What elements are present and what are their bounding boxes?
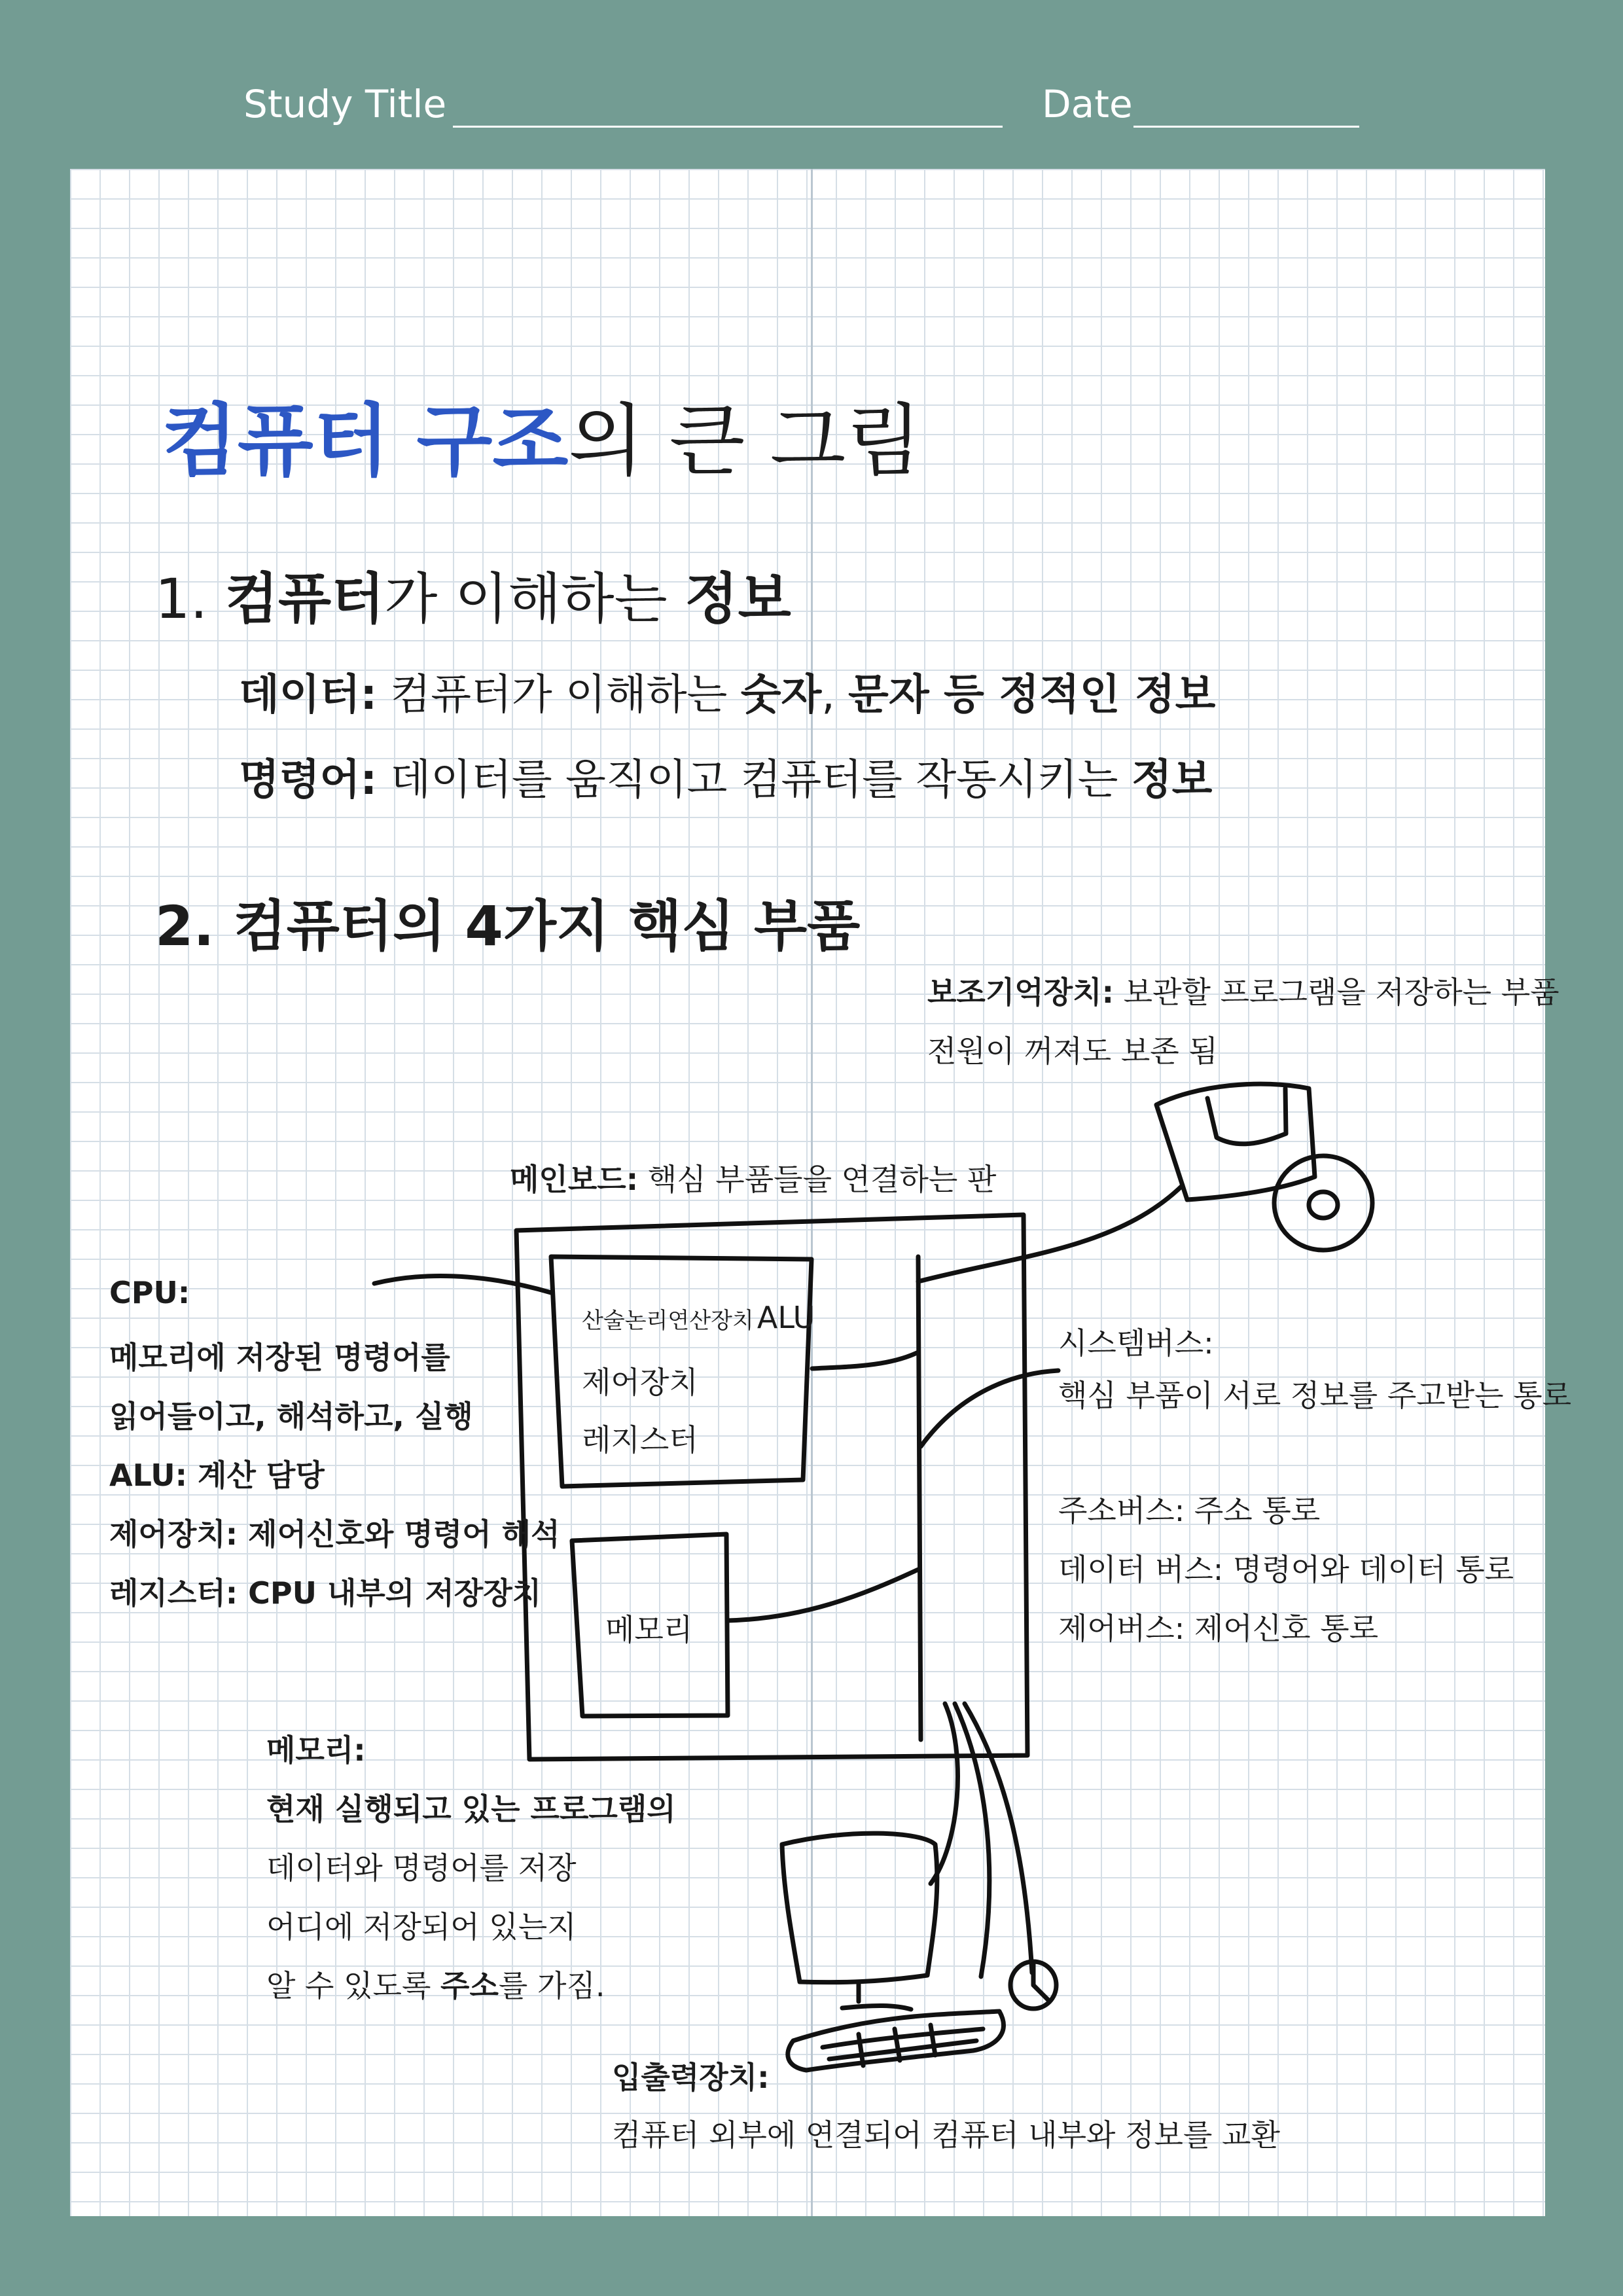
memory-desc-line-3 <box>266 1962 605 2005</box>
data-bus: 데이터 버스: 명령어와 데이터 통로 <box>1058 1552 1514 1587</box>
section2-text: 컴퓨터의 4가지 핵심 부품 <box>233 894 861 958</box>
memory-last-post: 를 가짐. <box>498 1968 605 2003</box>
data-text: 컴퓨터가 이해하는 <box>390 671 741 719</box>
io-term: 입출력장치: <box>612 2060 770 2095</box>
io-desc: 컴퓨터 외부에 연결되어 컴퓨터 내부와 정보를 교환 <box>612 2117 1280 2153</box>
cpu-desc-line-4: 제어장치: 제어신호와 명령어 해석 <box>109 1516 560 1552</box>
cpu-desc-line-5: 레지스터: CPU 내부의 저장장치 <box>109 1575 542 1611</box>
mainboard-label <box>510 1156 996 1199</box>
bus-term: 시스템버스: <box>1058 1325 1214 1361</box>
io-cable-3 <box>965 1704 1032 1973</box>
memory-box-label: 메모리 <box>605 1612 693 1647</box>
cpu-desc-line-2: 읽어들이고, 해석하고, 실행 <box>109 1399 473 1434</box>
alu-label: ALU <box>757 1300 815 1335</box>
command-text: 데이터를 움직이고 컴퓨터를 작동시키는 <box>390 756 1132 804</box>
storage-label <box>927 969 1560 1012</box>
alu-full-name: 산술논리연산장치 <box>582 1308 754 1334</box>
data-term: 데이터: <box>239 671 378 719</box>
memory-term: 메모리: <box>266 1732 366 1768</box>
date-label: Date <box>1042 82 1133 126</box>
cpu-bus-wire <box>812 1352 918 1369</box>
bus-pointer-wire <box>921 1371 1058 1446</box>
cpu-box-alu <box>582 1300 815 1335</box>
study-title-line <box>453 126 1003 128</box>
cpu-desc-line-0: CPU: <box>109 1275 190 1310</box>
section1-heading <box>155 555 791 634</box>
cpu-box-register: 레지스터 <box>582 1422 698 1458</box>
storage-disk-hole <box>1309 1192 1338 1218</box>
memory-last-bold: 주소 <box>440 1968 499 2003</box>
memory-last-pre: 알 수 있도록 <box>266 1968 441 2003</box>
cpu-desc-line-3: ALU: 계산 담당 <box>109 1458 325 1493</box>
command-bold: 정보 <box>1131 756 1213 804</box>
storage-desc: 보관할 프로그램을 저장하는 부품 <box>1123 975 1560 1010</box>
mouse-lines <box>1033 1964 1048 2000</box>
data-definition <box>239 661 1215 721</box>
cpu-pointer-wire <box>374 1276 551 1293</box>
address-bus: 주소버스: 주소 통로 <box>1058 1493 1321 1528</box>
grid-paper <box>70 169 1572 2216</box>
storage-term: 보조기억장치: <box>927 975 1115 1010</box>
cpu-desc-line-1: 메모리에 저장된 명령어를 <box>109 1340 450 1375</box>
section1-mid: 가 이해하는 <box>384 567 685 631</box>
command-definition <box>239 746 1212 806</box>
study-title-label: Study Title <box>243 82 447 126</box>
section1-number: 1. <box>155 567 208 631</box>
bus-desc: 핵심 부품이 서로 정보를 주고받는 통로 <box>1058 1378 1572 1413</box>
command-term: 명령어: <box>239 756 378 804</box>
data-bold-rest: 문자 등 정적인 정보 <box>848 671 1216 719</box>
date-line <box>1133 126 1359 128</box>
monitor-stand <box>842 1983 911 2009</box>
memory-desc-line-0: 현재 실행되고 있는 프로그램의 <box>266 1791 676 1827</box>
storage-drive-slot <box>1207 1088 1286 1144</box>
section2-heading <box>155 882 860 961</box>
memory-desc-line-1: 데이터와 명령어를 저장 <box>266 1850 577 1886</box>
control-bus: 제어버스: 제어신호 통로 <box>1058 1611 1379 1646</box>
bus-line <box>918 1257 921 1740</box>
mainboard-term: 메인보드: <box>510 1162 639 1197</box>
memory-bus-wire <box>728 1570 918 1621</box>
mainboard-desc: 핵심 부품들을 연결하는 판 <box>647 1162 997 1197</box>
section2-number: 2. <box>155 894 215 958</box>
page-title <box>162 378 921 491</box>
cpu-box-control: 제어장치 <box>582 1365 698 1400</box>
title-rest: 의 큰 그림 <box>568 396 922 487</box>
storage-wire <box>918 1185 1183 1282</box>
monitor-screen <box>782 1833 937 1982</box>
data-bold-number: 숫자 <box>740 671 822 719</box>
section1-bold2: 정보 <box>685 567 791 631</box>
storage-desc-2: 전원이 꺼져도 보존 됨 <box>927 1033 1218 1069</box>
title-highlight: 컴퓨터 구조 <box>162 396 569 487</box>
section1-bold1: 컴퓨터 <box>224 567 385 631</box>
memory-desc-line-2: 어디에 저장되어 있는지 <box>266 1909 577 1945</box>
storage-disk <box>1274 1156 1372 1250</box>
data-sep: , <box>821 671 849 719</box>
